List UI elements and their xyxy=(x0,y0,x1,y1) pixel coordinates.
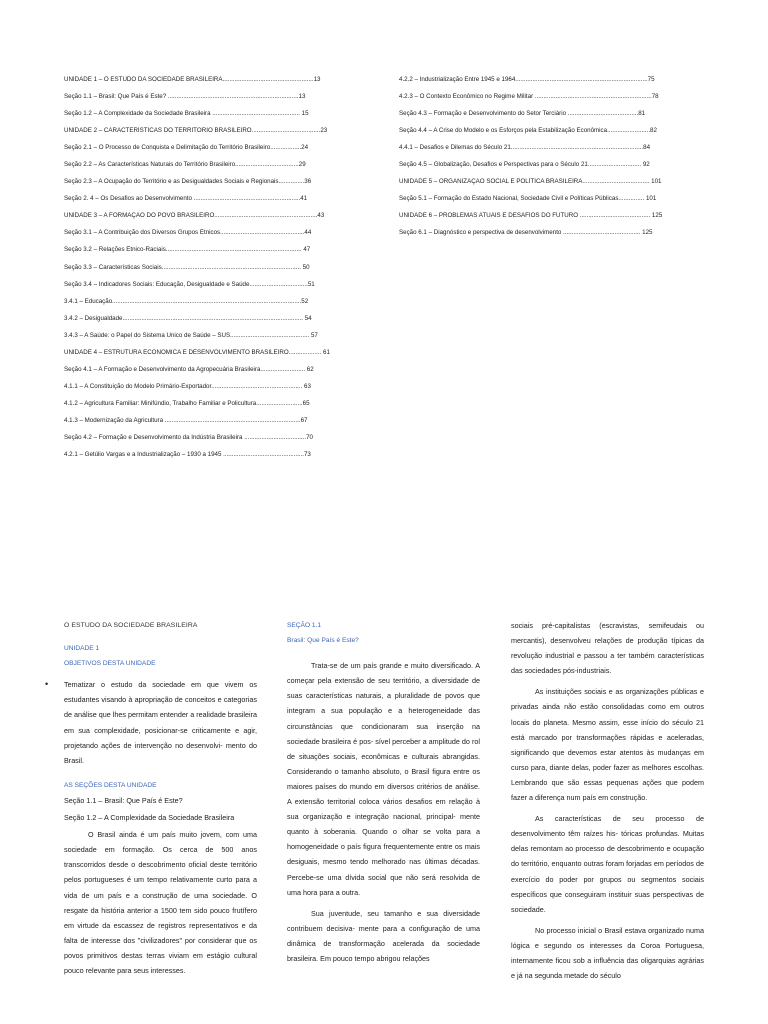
toc-entry[interactable]: 4.1.1 – A Constituição do Modelo Primário-Exportador..................................................... 63 xyxy=(64,382,311,390)
toc-entry[interactable]: Seção 3.2 – Relações Étnico-Raciais............................................................................... 47 xyxy=(64,246,311,254)
toc-entry[interactable]: 3.4.1 – Educação..............................................................................................................52 xyxy=(64,297,309,305)
toc-entry[interactable]: 4.2.3 – O Contexto Econômico no Regime Militar ....................................................................78 xyxy=(399,93,659,101)
toc-entry[interactable]: Seção 2.1 – O Processo de Conquista e Delimitação do Território Brasileiro..................24 xyxy=(64,144,309,152)
toc-entry[interactable]: Seção 3.3 – Características Sociais................................................................................. 50 xyxy=(64,263,310,271)
toc-entry[interactable]: Seção 4.5 – Globalização, Desafios e Perspectivas para o Século 21............................... 92 xyxy=(399,161,650,169)
paragraph: As características de seu processo de desenvolvimento têm raízes his- tóricas profundas. Muitas delas remontam ao processo de descobrimento e ocupação do território, enquanto outras foram forjadas em períodos de exercício do poder por grupos ou segmentos sociais específicos que conseguiram instituir suas perspectivas de sociedade. xyxy=(511,814,704,914)
toc-entry[interactable]: UNIDADE 2 – CARACTERÍSTICAS DO TERRITÓRIO BRASILEIRO........................................23 xyxy=(64,127,328,135)
toc-entry[interactable]: 3.4.3 – A Saúde: o Papel do Sistema Único de Saúde – SUS.............................................. 57 xyxy=(64,331,318,339)
toc-entry[interactable]: 3.4.2 – Desigualdade......................................................................................................... 54 xyxy=(64,314,312,322)
toc-entry[interactable]: UNIDADE 5 – ORGANIZAÇÃO SOCIAL E POLÍTICA BRASILEIRA....................................... 101 xyxy=(399,178,662,186)
body-column-3 xyxy=(511,618,704,989)
objectives-heading: OBJETIVOS DESTA UNIDADE xyxy=(64,660,156,668)
paragraph: Trata-se de um país grande e muito diversificado. A começar pela extensão de seu território, a diversidade de suas características naturais, a pluralidade de povos que integram a sua população e a heterogeneidade das circunstâncias que condicionaram sua inserção na sociedade brasileira é pos- sível perceber a amplitude do rol de situações sociais, econômicas e culturais abrangidas. Considerando o tamanho absoluto, o Brasil figura entre os maiores países do mundo em diversos critérios de análise. A extensão territorial coloca vários desafios em relação à sua organização e integração nacional, principal- mente quanto à soberania. Quando o olhar se volta para a homogeneidade o país figura frequentemente entre os mais desiguais, mesmo tendo melhorado nas últimas décadas. Percebe-se uma dívida social que não será resolvida de uma hora para a outra. xyxy=(287,661,480,897)
body-column-1 xyxy=(45,618,257,984)
toc-entry[interactable]: Seção 2.3 – A Ocupação do Território e as Desigualdades Sociais e Regionais...............36 xyxy=(64,178,312,186)
toc-left-column xyxy=(64,76,344,468)
toc-entry[interactable]: Seção 3.1 – A Contribuição dos Diversos Grupos Étnicos.................................................44 xyxy=(64,229,312,237)
toc-entry[interactable]: Seção 4.2 – Formação e Desenvolvimento da Indústria Brasileira ....................................70 xyxy=(64,433,313,441)
objective-item xyxy=(45,677,257,768)
section-label: SEÇÃO 1.1 xyxy=(287,622,322,629)
toc-entry[interactable]: Seção 6.1 – Diagnóstico e perspectiva de desenvolvimento ............................................. 125 xyxy=(399,229,653,237)
toc-entry[interactable]: 4.2.1 – Getúlio Vargas e a Industrialização – 1930 a 1945 ...............................................73 xyxy=(64,451,311,459)
toc-entry[interactable]: UNIDADE 1 – O ESTUDO DA SOCIEDADE BRASILEIRA.....................................................13 xyxy=(64,76,321,83)
toc-right-column xyxy=(399,76,705,246)
paragraph: No processo inicial o Brasil estava organizado numa lógica e segundo os interesses da Coroa Portuguesa, internamente ficou sob a influência das oligarquias agrárias e já na segunda metade do século xyxy=(511,925,704,981)
toc-entry[interactable]: UNIDADE 6 – PROBLEMAS ATUAIS E DESAFIOS DO FUTURO ......................................... 125 xyxy=(399,212,663,220)
section-link[interactable]: Seção 1.1 – Brasil: Que País é Este? xyxy=(64,795,183,805)
section-title: Brasil: Que País é Este? xyxy=(287,637,359,645)
toc-entry[interactable]: Seção 5.1 – Formação do Estado Nacional, Sociedade Civil e Políticas Públicas............... 101 xyxy=(399,195,657,203)
toc-entry[interactable]: 4.1.2 – Agricultura Familiar: Minifúndio, Trabalho Familiar e Policultura...........................65 xyxy=(64,399,310,407)
bullet-icon: • xyxy=(45,679,49,690)
toc-entry[interactable]: Seção 4.3 – Formação e Desenvolvimento do Setor Terciário .........................................81 xyxy=(399,110,646,118)
toc-entry[interactable]: Seção 4.4 – A Crise do Modelo e os Esforços pela Estabilização Econômica.........................82 xyxy=(399,127,657,135)
sections-heading: AS SEÇÕES DESTA UNIDADE xyxy=(64,781,157,789)
unit-label: UNIDADE 1 xyxy=(64,645,100,653)
paragraph: As instituições sociais e as organizações públicas e privadas ainda não estão consolidadas como em outros locais do planeta. Mesmo assim, esse início do século 21 está marcado por transformações rápidas e aceleradas, significando que devemos estar atentos às mudanças em curso para, diante delas, poder fazer as melhores escolhas. Lembrando que são essas pequenas ações que podem fazer a diferença num país em construção. xyxy=(511,687,704,803)
toc-entry[interactable]: 4.4.1 – Desafios e Dilemas do Século 21.............................................................................84 xyxy=(399,144,651,152)
objective-text: Tematizar o estudo da sociedade em que vivem os estudantes visando à apropriação de conceitos e categorias de análise que lhes permitam entender a realidade brasileira em sua complexidade, posicionar-se criticamente e agir, projetando ações de intervenção no desenvolvi- mento do Brasil. xyxy=(64,680,257,765)
paragraph: sociais pré-capitalistas (escravistas, semifeudais ou mercantis), desenvolveu relações de produção típicas da revolução industrial e passou a ter também características das sociedades pós-industriais. xyxy=(511,621,704,676)
section-link[interactable]: Seção 1.2 – A Complexidade da Sociedade Brasileira xyxy=(64,813,235,823)
toc-entry[interactable]: Seção 2. 4 – Os Desafios ao Desenvolvimento ..............................................................41 xyxy=(64,195,308,203)
toc-entry[interactable]: UNIDADE 4 – ESTRUTURA ECONÔMICA E DESENVOLVIMENTO BRASILEIRO................... 61 xyxy=(64,348,330,356)
toc-entry[interactable]: Seção 4.1 – A Formação e Desenvolvimento da Agropecuária Brasileira.......................... 62 xyxy=(64,365,314,373)
toc-entry[interactable]: Seção 1.2 – A Complexidade da Sociedade Brasileira ................................................... 15 xyxy=(64,110,309,118)
toc-entry[interactable]: 4.1.3 – Modernização da Agricultura ...............................................................................67 xyxy=(64,416,308,424)
intro-paragraph: O Brasil ainda é um país muito jovem, com uma sociedade em formação. Os cerca de 500 anos transcorridos desde o descobrimento oficial deste território pelos portugueses é um tempo relativamente curto para a vida de um país e a construção de uma sociedade. O resgate da história anterior a 1500 tem sido pouco frutífero em virtude da escassez de registros representativos e da falta de interesse dos "civilizadores" por considerar que os povos primitivos destas terras viviam em estágio cultural pouco relevante para seus interesses. xyxy=(64,830,257,975)
toc-entry[interactable]: Seção 2.2 – As Características Naturais do Território Brasileiro.....................................29 xyxy=(64,161,306,169)
chapter-title: O ESTUDO DA SOCIEDADE BRASILEIRA xyxy=(64,622,198,629)
toc-entry[interactable]: 4.2.2 – Industrialização Entre 1945 e 1964.............................................................................75 xyxy=(399,76,655,83)
body-column-2 xyxy=(287,618,480,972)
toc-entry[interactable]: Seção 1.1 – Brasil: Que País é Este? ............................................................................13 xyxy=(64,93,306,101)
toc-entry[interactable]: UNIDADE 3 – A FORMAÇÃO DO POVO BRASILEIRO............................................................43 xyxy=(64,212,325,220)
paragraph: Sua juventude, seu tamanho e sua diversidade contribuem decisiva- mente para a configuração de uma dinâmica de transformação acelerada da sociedade brasileira. Em pouco tempo abrigou relações xyxy=(287,908,480,963)
toc-entry[interactable]: Seção 3.4 – Indicadores Sociais: Educação, Desigualdade e Saúde..................................51 xyxy=(64,280,315,288)
